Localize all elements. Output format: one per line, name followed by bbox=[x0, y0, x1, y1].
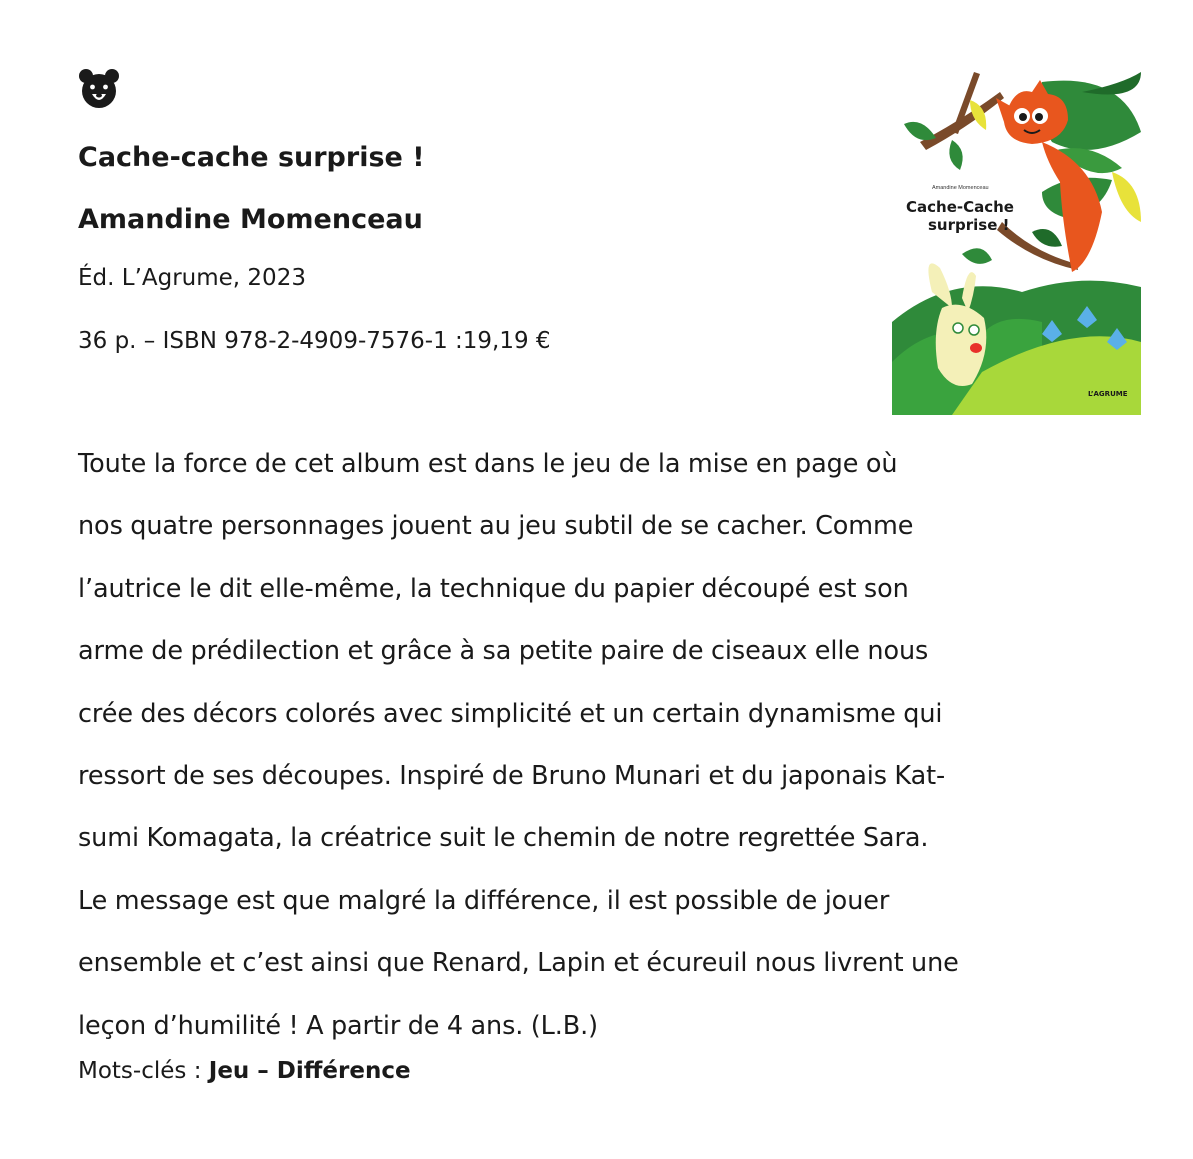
book-details: 36 p. – ISBN 978-2-4909-7576-1 :19,19 € bbox=[78, 328, 551, 354]
bear-icon bbox=[78, 68, 120, 110]
review-line: leçon d’humilité ! A partir de 4 ans. (L.B.) bbox=[78, 1010, 599, 1041]
cover-publisher-logo: L’AGRUME bbox=[1088, 390, 1128, 398]
cover-author-text: Amandine Momenceau bbox=[932, 185, 989, 191]
review-line: sumi Komagata, la créatrice suit le chemin de notre regrettée Sara. bbox=[78, 823, 929, 854]
review-line: Toute la force de cet album est dans le jeu de la mise en page où bbox=[78, 449, 898, 479]
keywords-label: Mots-clés : bbox=[78, 1058, 209, 1084]
book-cover-image bbox=[892, 72, 1141, 415]
book-publisher: Éd. L’Agrume, 2023 bbox=[78, 265, 306, 291]
review-line: l’autrice le dit elle-même, la technique du papier découpé est son bbox=[78, 573, 909, 604]
keywords bbox=[78, 1055, 411, 1087]
review-line: arme de prédilection et grâce à sa petite paire de ciseaux elle nous bbox=[78, 636, 929, 667]
book-author: Amandine Momenceau bbox=[78, 204, 423, 235]
review-line: crée des décors colorés avec simplicité et un certain dynamisme qui bbox=[78, 698, 943, 729]
book-title: Cache-cache surprise ! bbox=[78, 142, 425, 173]
review-line: nos quatre personnages jouent au jeu subtil de se cacher. Comme bbox=[78, 511, 914, 542]
review-line: Le message est que malgré la différence, il est possible de jouer bbox=[78, 885, 890, 916]
review-line: ensemble et c’est ainsi que Renard, Lapin et écureuil nous livrent une bbox=[78, 948, 959, 979]
book-info bbox=[78, 140, 858, 388]
cover-title-line1: Cache-Cache bbox=[906, 198, 1014, 216]
cover-title-line2: surprise ! bbox=[928, 216, 1010, 234]
keywords-value: Jeu – Différence bbox=[208, 1058, 411, 1084]
review-line: ressort de ses découpes. Inspiré de Bruno Munari et du japonais Kat- bbox=[78, 761, 946, 792]
review-text bbox=[78, 433, 1148, 1057]
